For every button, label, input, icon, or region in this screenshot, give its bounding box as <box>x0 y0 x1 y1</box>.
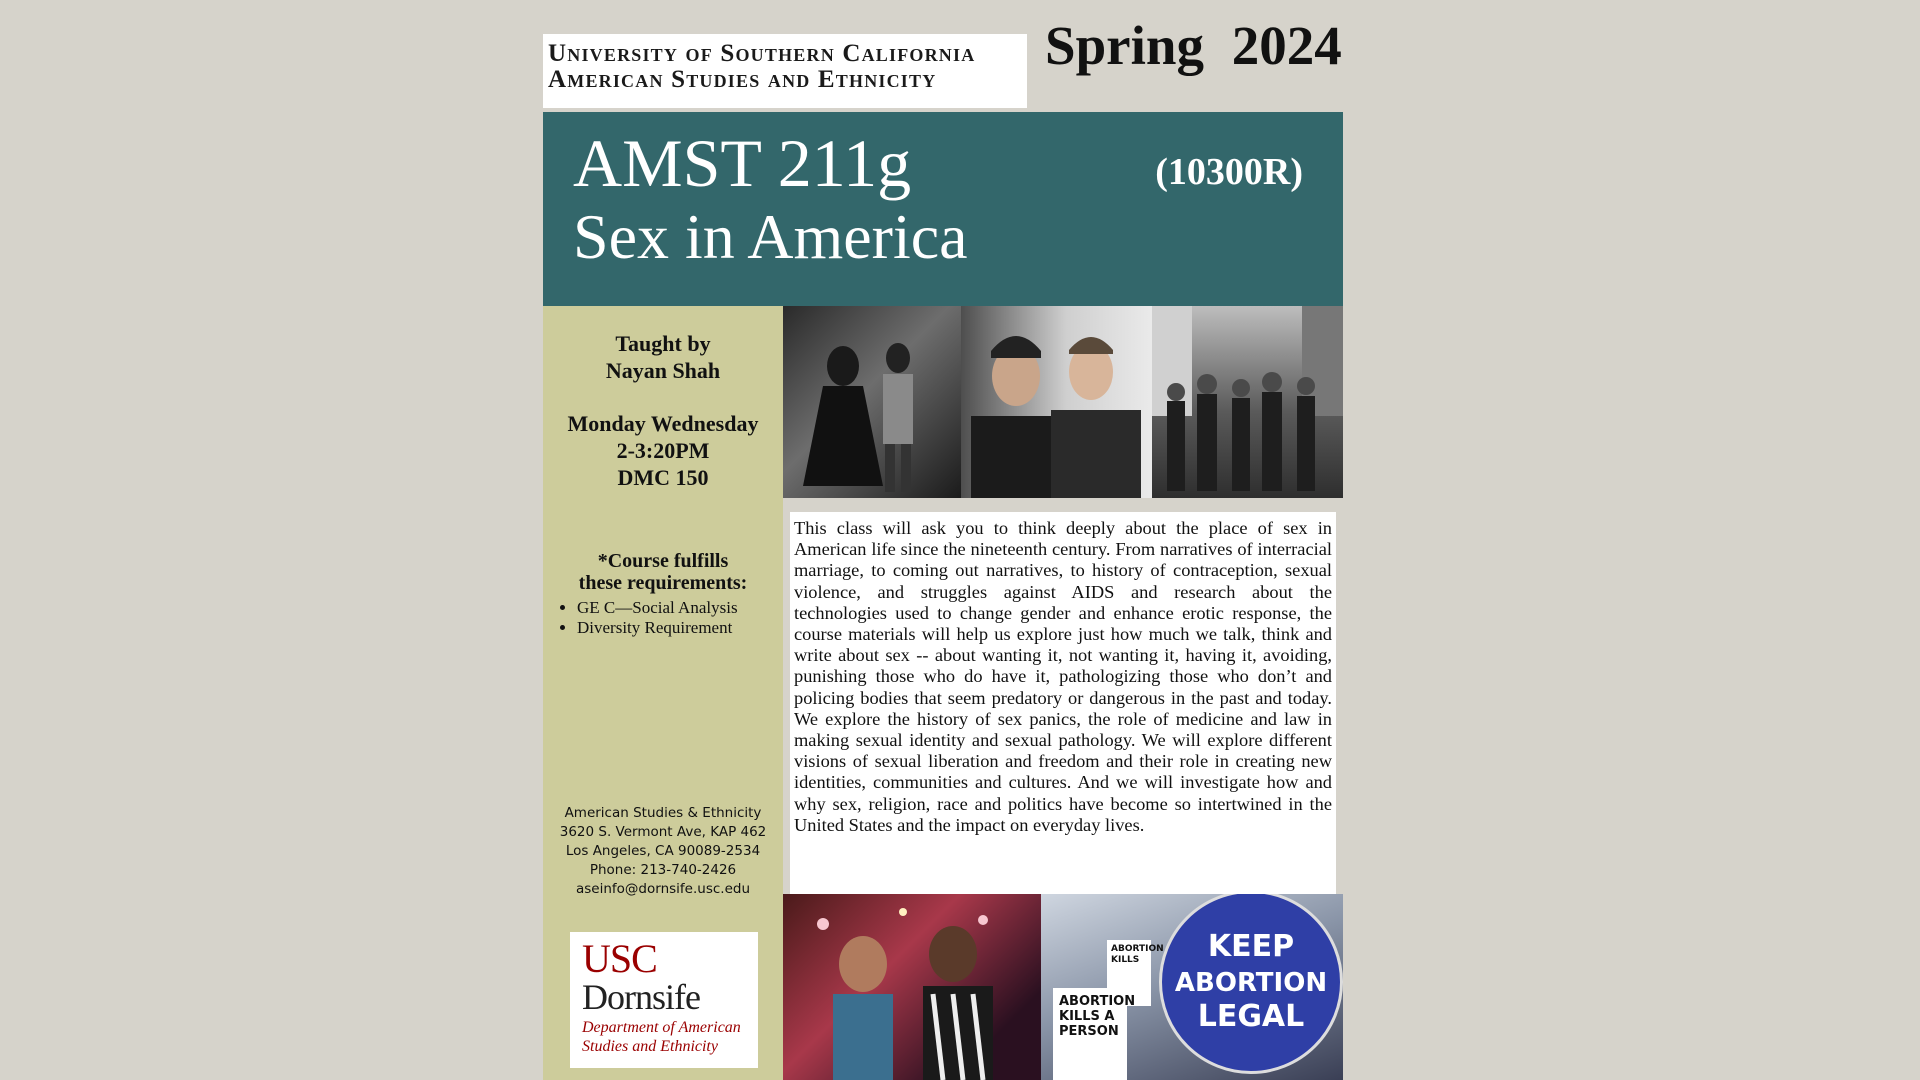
requirements-heading-line2: these requirements: <box>578 572 748 594</box>
photo-abortion-protest <box>1041 894 1343 1080</box>
semester-label: Spring 2024 <box>1045 15 1342 76</box>
photo-two-men <box>961 306 1152 498</box>
address-phone: Phone: 213-740-2426 <box>589 862 737 878</box>
course-title: Sex in America <box>573 201 968 272</box>
logo-dornsife: Dornsife <box>582 977 700 1017</box>
meeting-days: Monday Wednesday <box>567 411 759 436</box>
placard-large: ABORTION KILLS A PERSON <box>1053 988 1127 1080</box>
contact-address <box>543 804 783 899</box>
instructor-block <box>543 330 783 384</box>
info-sidebar <box>543 306 783 1080</box>
requirements-heading-line1: *Course fulfills <box>597 550 729 572</box>
address-city: Los Angeles, CA 90089-2534 <box>565 843 761 859</box>
department-name: American Studies and Ethnicity <box>548 66 937 93</box>
placard-small: ABORTION KILLS <box>1107 940 1151 1006</box>
sign-line1: KEEP <box>1207 929 1295 964</box>
photo-club-dancers <box>783 894 1041 1080</box>
requirement-item: • Diversity Requirement <box>577 618 787 638</box>
meeting-time: 2-3:20PM <box>616 438 710 463</box>
schedule-block <box>543 410 783 491</box>
photo-dancing-couple <box>783 306 961 498</box>
university-header <box>543 34 1027 108</box>
title-banner <box>543 112 1343 306</box>
course-description-box <box>790 512 1336 894</box>
logo-usc: USC <box>582 936 657 981</box>
club-dancers-illustration <box>783 894 1041 1080</box>
address-email: aseinfo@dornsife.usc.edu <box>576 881 750 897</box>
requirements-list <box>559 598 787 638</box>
keep-abortion-legal-sign <box>1159 894 1343 1074</box>
course-flyer <box>543 0 1343 1080</box>
instructor-name: Nayan Shah <box>605 358 721 383</box>
usc-dornsife-logo <box>570 932 758 1068</box>
requirements-heading <box>543 550 783 594</box>
address-street: 3620 S. Vermont Ave, KAP 462 <box>559 824 767 840</box>
address-org: American Studies & Ethnicity <box>564 805 762 821</box>
course-section: (10300R) <box>1155 151 1303 193</box>
photo-street-march <box>1152 306 1343 498</box>
course-description: This class will ask you to think deeply about the place of sex in American life since the nineteenth century. From narratives of interracial marriage, to coming out narratives, to history of contraception, sexual violence, and struggles against AIDS and research about the technologies used to change gender and enhance erotic response, the course materials will help us explore just how much we talk, think and write about sex -- about wanting it, not wanting it, having it, avoiding, punishing those who do have it, pathologizing those who don’t and policing bodies that seem predatory or dangerous in the past and today. We explore the history of sex panics, the role of medicine and law in making sexual identity and sexual pathology. We will explore different visions of sexual liberation and freedom and their role in creating new identities, communities and cultures. And we will investigate how and why sex, religion, race and politics have become so intertwined in the United States and the impact on everyday lives. <box>794 518 1332 835</box>
sign-line3: LEGAL <box>1197 999 1305 1034</box>
sign-line2: ABORTION <box>1174 968 1328 998</box>
course-code: AMST 211g <box>573 125 912 201</box>
requirement-item: • GE C—Social Analysis <box>577 598 787 618</box>
meeting-room: DMC 150 <box>617 465 709 490</box>
logo-dept-line2: Studies and Ethnicity <box>582 1038 718 1055</box>
taught-by-label: Taught by <box>615 331 711 356</box>
logo-dept-line1: Department of American <box>582 1019 741 1036</box>
logo-department <box>582 1018 758 1056</box>
university-name: University of Southern California <box>548 40 976 67</box>
two-men-illustration <box>961 306 1152 498</box>
street-march-illustration <box>1152 306 1343 498</box>
dancing-couple-illustration <box>783 306 961 498</box>
